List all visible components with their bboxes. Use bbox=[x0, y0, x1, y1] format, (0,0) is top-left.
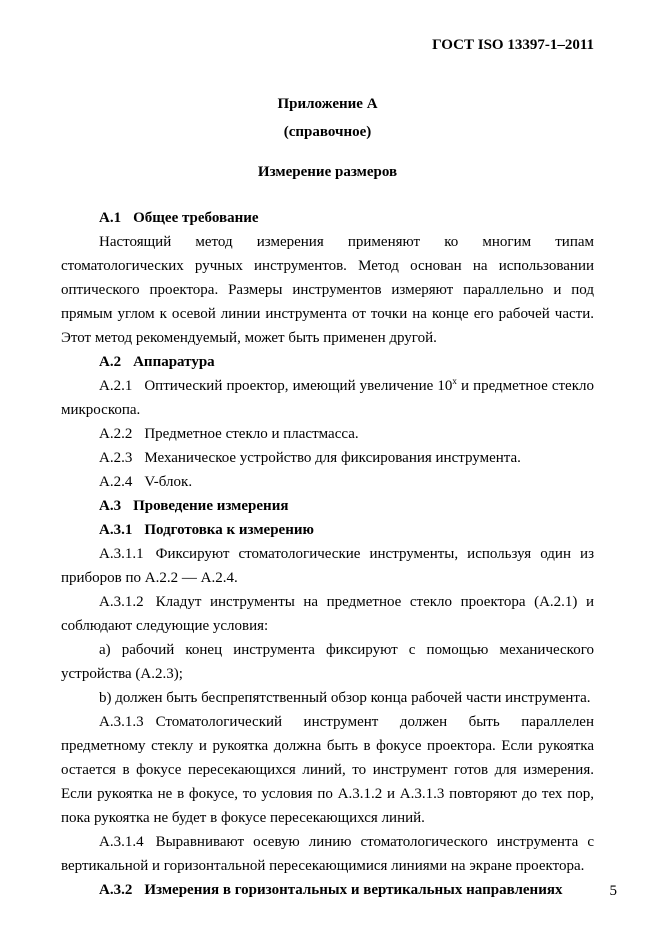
paragraph-a312 bbox=[61, 590, 594, 638]
paragraph-a21-superscript: х bbox=[452, 376, 457, 386]
heading-a3-title: Проведение измерения bbox=[133, 498, 289, 514]
paragraph-a21-text-after: и предметное стекло микроскопа. bbox=[61, 378, 594, 418]
paragraph-a313-number: А.3.1.3 bbox=[99, 714, 144, 730]
paragraph-a314-number: А.3.1.4 bbox=[99, 834, 144, 850]
appendix-kind: (справочное) bbox=[283, 124, 372, 140]
paragraph-a313-text: Стоматологический инструмент должен быть параллелен предметному стеклу и рукоятка должна быть в фокусе проектора. Если рукоятка остается в фокусе пересекающихся линий, то инструмент готов для измерения. Если рукоятка не в фокусе, то условия по А.3.1.2 и А.3.1.3 повторяют до тех пор, пока рукоятка не будет в фокусе пересекающихся линий. bbox=[61, 714, 594, 826]
heading-a31 bbox=[61, 518, 594, 542]
paragraph-a312-number: А.3.1.2 bbox=[99, 594, 144, 610]
heading-a32-title: Измерения в горизонтальных и вертикальных направлениях bbox=[144, 882, 563, 898]
document-body bbox=[61, 206, 594, 902]
heading-a1-number: А.1 bbox=[99, 210, 122, 226]
paragraph-a23-text: Механическое устройство для фиксирования инструмента. bbox=[144, 450, 521, 466]
document-header: ГОСТ ISO 13397-1–2011 bbox=[432, 37, 594, 53]
paragraph-a311 bbox=[61, 542, 594, 590]
paragraph-a314 bbox=[61, 830, 594, 878]
heading-a32 bbox=[61, 878, 594, 902]
heading-a2-title: Аппаратура bbox=[133, 354, 215, 370]
page-number: 5 bbox=[609, 883, 617, 899]
paragraph-a23 bbox=[61, 446, 594, 470]
heading-a31-title: Подготовка к измерению bbox=[144, 522, 314, 538]
heading-a32-number: А.3.2 bbox=[99, 882, 133, 898]
paragraph-a21-text: Оптический проектор, имеющий увеличение 10 bbox=[144, 378, 453, 394]
heading-a1-title: Общее требование bbox=[133, 210, 259, 226]
paragraph-a22-text: Предметное стекло и пластмасса. bbox=[144, 426, 359, 442]
paragraph-a24 bbox=[61, 470, 594, 494]
paragraph-a21 bbox=[61, 374, 594, 422]
paragraph-a311-number: А.3.1.1 bbox=[99, 546, 144, 562]
heading-a3 bbox=[61, 494, 594, 518]
paragraph-a23-number: А.2.3 bbox=[99, 450, 133, 466]
paragraph-a313 bbox=[61, 710, 594, 830]
document-title: Измерение размеров bbox=[257, 164, 398, 180]
heading-a3-number: А.3 bbox=[99, 498, 122, 514]
list-item-b: b) должен быть беспрепятственный обзор конца рабочей части инструмента. bbox=[99, 690, 591, 706]
list-item-a: a) рабочий конец инструмента фиксируют с помощью механического устройства (А.2.3); bbox=[61, 642, 594, 682]
heading-a2-number: А.2 bbox=[99, 354, 122, 370]
appendix-label: Приложение А bbox=[277, 96, 378, 112]
heading-a31-number: А.3.1 bbox=[99, 522, 133, 538]
heading-a1 bbox=[61, 206, 594, 230]
paragraph-a22-number: А.2.2 bbox=[99, 426, 133, 442]
paragraph-a22 bbox=[61, 422, 594, 446]
paragraph-a24-number: А.2.4 bbox=[99, 474, 133, 490]
paragraph-a1-body: Настоящий метод измерения применяют ко многим типам стоматологических ручных инструментов. Метод основан на использовании оптического проектора. Размеры инструментов измеряют параллельно и под прямым углом к осевой линии инструмента от точки на конце его рабочей части. Этот метод рекомендуемый, может быть применен другой. bbox=[61, 234, 594, 346]
paragraph-a311-text: Фиксируют стоматологические инструменты, используя один из приборов по А.2.2 — А.2.4. bbox=[61, 546, 594, 586]
paragraph-a314-text: Выравнивают осевую линию стоматологического инструмента с вертикальной и горизонтальной пересекающимися линиями на экране проектора. bbox=[61, 834, 594, 874]
paragraph-a21-number: А.2.1 bbox=[99, 378, 133, 394]
paragraph-a312-text: Кладут инструменты на предметное стекло проектора (А.2.1) и соблюдают следующие условия: bbox=[61, 594, 594, 634]
heading-a2 bbox=[61, 350, 594, 374]
paragraph-a24-text: V-блок. bbox=[144, 474, 193, 490]
